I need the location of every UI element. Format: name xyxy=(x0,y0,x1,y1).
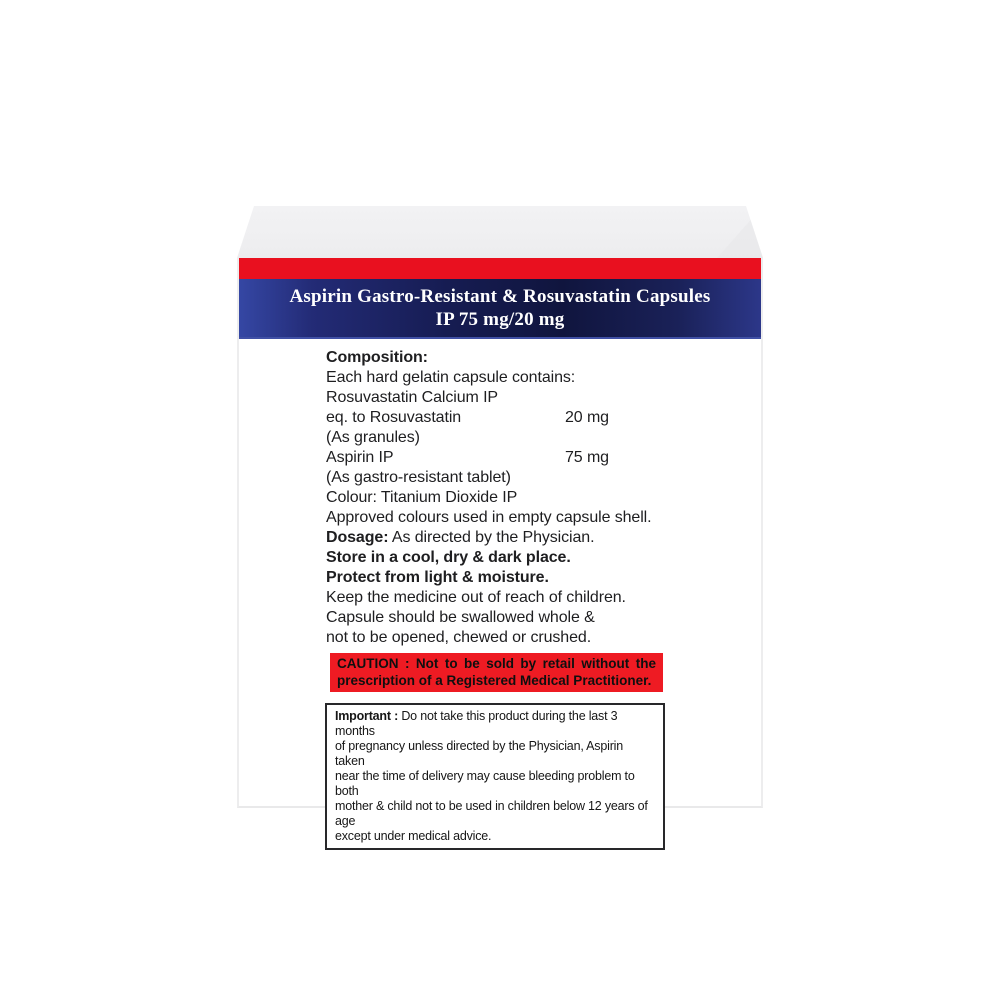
important-line5: except under medical advice. xyxy=(335,829,492,843)
box-top-flap xyxy=(237,206,763,258)
composition-row: Approved colours used in empty capsule shell. xyxy=(326,509,652,526)
caution-line2: prescription of a Registered Medical Practitioner. xyxy=(337,673,652,688)
red-stripe xyxy=(239,258,761,279)
important-line1: Important : Do not take this product during the last 3 months xyxy=(335,709,618,738)
box-front-panel xyxy=(237,258,763,843)
composition-intro: Each hard gelatin capsule contains: xyxy=(326,369,576,386)
composition-value: 75 mg xyxy=(565,449,609,466)
composition-value: 20 mg xyxy=(565,409,609,426)
composition-row: (As granules) xyxy=(326,429,420,446)
box-flap-crease xyxy=(717,206,763,258)
swallow-whole-line1: Capsule should be swallowed whole & xyxy=(326,609,595,626)
title-band xyxy=(239,279,761,339)
composition-row: eq. to Rosuvastatin 20 mg xyxy=(326,409,609,426)
storage-protect-line: Protect from light & moisture. xyxy=(326,569,549,586)
important-line2: of pregnancy unless directed by the Physician, Aspirin taken xyxy=(335,739,623,768)
composition-row: Colour: Titanium Dioxide IP xyxy=(326,489,518,506)
dosage-line: Dosage: As directed by the Physician. xyxy=(326,529,595,546)
product-title-line2: IP 75 mg/20 mg xyxy=(435,309,565,330)
composition-row: Aspirin IP 75 mg xyxy=(326,449,609,466)
important-line4: mother & child not to be used in children below 12 years of age xyxy=(335,799,648,828)
caution-box xyxy=(330,653,663,692)
composition-row: Rosuvastatin Calcium IP xyxy=(326,389,498,406)
label-text-block xyxy=(326,348,698,648)
composition-heading: Composition: xyxy=(326,349,428,366)
important-line3: near the time of delivery may cause bleeding problem to both xyxy=(335,769,635,798)
caution-label: CAUTION : xyxy=(337,656,410,671)
dosage-label: Dosage: xyxy=(326,529,389,546)
composition-row: (As gastro-resistant tablet) xyxy=(326,469,511,486)
swallow-whole-line2: not to be opened, chewed or crushed. xyxy=(326,629,592,646)
product-title-line1: Aspirin Gastro-Resistant & Rosuvastatin Capsules xyxy=(289,286,711,307)
important-box xyxy=(325,703,665,850)
storage-store-line: Store in a cool, dry & dark place. xyxy=(326,549,571,566)
keep-away-line: Keep the medicine out of reach of children. xyxy=(326,589,626,606)
important-label: Important : xyxy=(335,709,399,723)
caution-line1: CAUTION : Not to be sold by retail without the xyxy=(337,656,656,671)
